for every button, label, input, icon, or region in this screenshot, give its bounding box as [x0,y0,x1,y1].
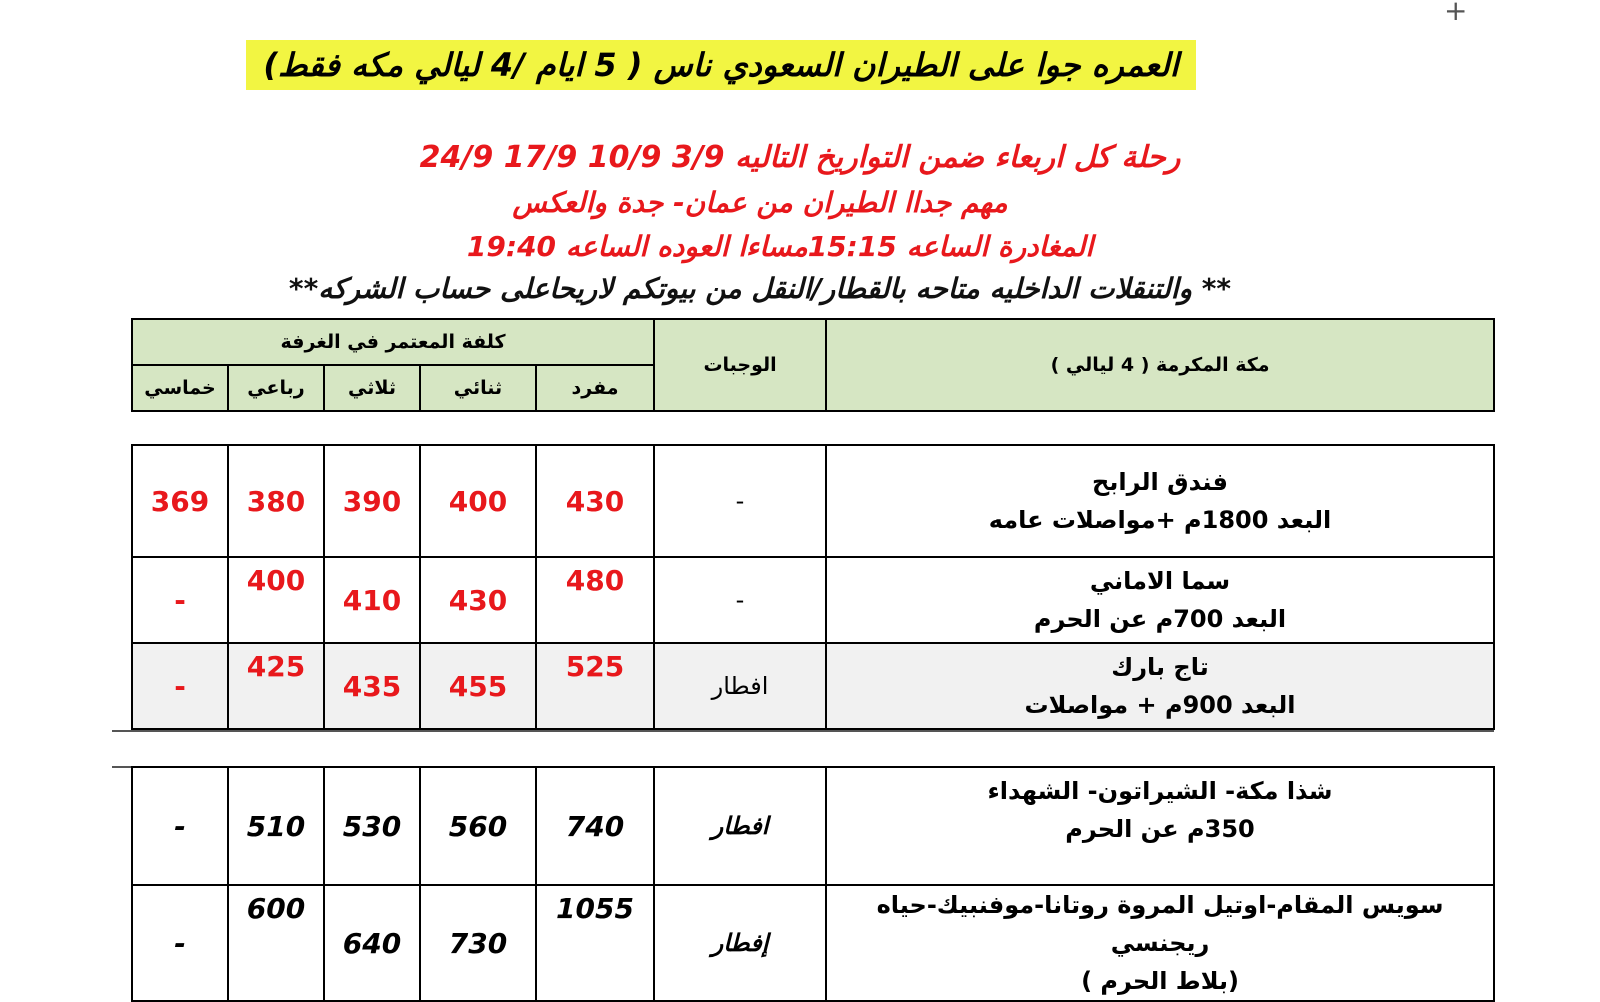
hotel-distance: (بلاط الحرم ) [1081,967,1239,995]
quad-price: 425 [228,643,324,729]
hotel-name: تاج بارك [1111,653,1209,681]
quint-price: 369 [132,445,228,557]
double-price: 455 [420,643,536,729]
quint-price: - [132,643,228,729]
triple-price: 530 [324,767,420,885]
corner-mark: + [1444,0,1468,27]
hotel-distance: البعد 1800م +مواصلات عامه [988,506,1332,534]
hotel-cell [826,643,1494,729]
quint-price: - [132,885,228,1001]
hotel-cell [826,885,1494,1001]
hotel-distance: البعد 700م عن الحرم [1033,605,1287,633]
times-line: المغادرة الساعه 15:15مساءا العوده الساعه 19:40 [466,230,1094,263]
single-price: 740 [536,767,654,885]
triple-price: 640 [324,885,420,1001]
meals-value: - [654,557,826,643]
triple-price: 435 [324,643,420,729]
transport-note: ** والتنقلات الداخليه متاحه بالقطار/النقل من بيوتكم لاريحاعلى حساب الشركه** [288,272,1232,305]
header-table [131,318,1495,412]
hotel-cell [826,445,1494,557]
location-header: مكة المكرمة ( 4 ليالي ) [826,319,1494,411]
double-header: ثنائي [420,365,536,411]
cost-title: كلفة المعتمر في الغرفة [132,319,654,365]
double-price: 400 [420,445,536,557]
quint-header: خماسي [132,365,228,411]
quad-price: 400 [228,557,324,643]
table-row [132,885,1494,1001]
hotel-name: سويس المقام-اوتيل المروة روتانا-موفنبيك-حياه ريجنسي [876,891,1444,957]
hotel-cell [826,557,1494,643]
triple-header: ثلاثي [324,365,420,411]
hotel-name: فندق الرابح [1092,468,1228,496]
hotel-distance: 350م عن الحرم [1065,815,1255,843]
meals-value: - [654,445,826,557]
meals-value: إفطار [654,885,826,1001]
quint-price: - [132,767,228,885]
meals-header: الوجبات [654,319,826,411]
hotel-distance: البعد 900م + مواصلات [1024,691,1296,719]
hotels-table-2 [131,766,1495,1002]
hotel-cell [826,767,1494,885]
table-row [132,557,1494,643]
single-price: 1055 [536,885,654,1001]
quad-price: 380 [228,445,324,557]
page-title: العمره جوا على الطيران السعودي ناس ( 5 ايام /4 ليالي مكه فقط) [263,46,1179,84]
table-row [132,643,1494,729]
hotel-name: سما الاماني [1089,567,1231,595]
quad-price: 600 [228,885,324,1001]
dates-line: رحلة كل اربعاء ضمن التواريخ التاليه 3/9 10/9 17/9 24/9 [419,140,1181,175]
quad-price: 510 [228,767,324,885]
hotel-name: شذا مكة- الشيراتون- الشهداء [987,777,1333,805]
divider-line [112,730,1494,732]
double-price: 560 [420,767,536,885]
table-row [132,767,1494,885]
single-price: 525 [536,643,654,729]
flight-note: مهم جداا الطيران من عمان- جدة والعكس [512,186,1008,219]
double-price: 730 [420,885,536,1001]
table-row [132,445,1494,557]
triple-price: 390 [324,445,420,557]
double-price: 430 [420,557,536,643]
hotels-table-1 [131,444,1495,730]
single-price: 480 [536,557,654,643]
quint-price: - [132,557,228,643]
meals-value: افطار [654,643,826,729]
meals-value: افطار [654,767,826,885]
quad-header: رباعي [228,365,324,411]
triple-price: 410 [324,557,420,643]
single-price: 430 [536,445,654,557]
single-header: مفرد [536,365,654,411]
